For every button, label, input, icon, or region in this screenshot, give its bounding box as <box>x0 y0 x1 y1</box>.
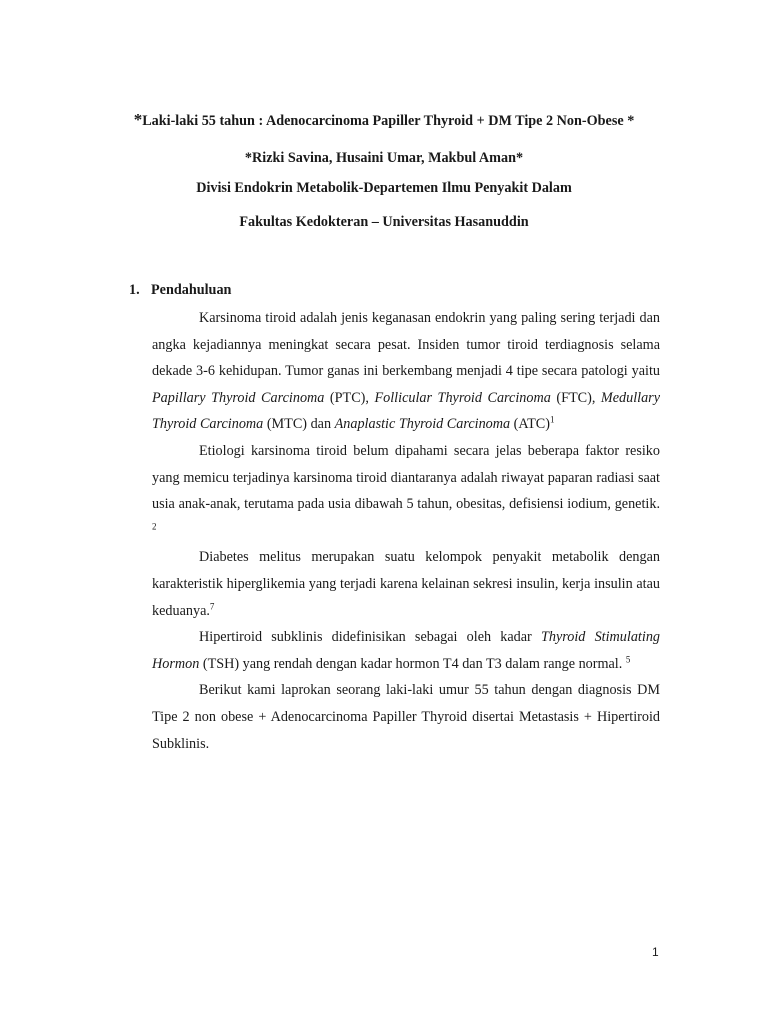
section-heading <box>129 282 231 299</box>
p1-text-d: (MTC) dan <box>263 416 335 433</box>
p1-text-c: (FTC), <box>550 389 601 406</box>
p1-text-e: (ATC) <box>510 416 550 433</box>
p2-citation: 2 <box>152 521 157 532</box>
p4-text-a: Hipertiroid subklinis didefinisikan sebagai oleh kadar <box>199 629 541 646</box>
paragraph-5 <box>152 677 660 757</box>
p1-term-mtc: Medullary Thyroid Carcinoma <box>152 389 661 433</box>
paragraph-1 <box>152 305 660 438</box>
p5-text: Berikut kami laprokan seorang laki-laki umur 55 tahun dengan diagnosis DM Tipe 2 non obese + Adenocarcinoma Papiller Thyroid disertai Metastasis + Hipertiroid Subklinis. <box>152 682 660 752</box>
p2-text: Etiologi karsinoma tiroid belum dipahami secara jelas beberapa faktor resiko yang memicu terjadinya karsinoma tiroid diantaranya adalah riwayat paparan radiasi saat usia anak-anak, terutama pada usia dibawah 5 tahun, obesitas, defisiensi iodium, genetik. <box>152 442 660 513</box>
p3-citation: 7 <box>209 600 215 611</box>
document-title <box>0 111 768 130</box>
title-text: Laki-laki 55 tahun : Adenocarcinoma Papiller Thyroid + DM Tipe 2 Non-Obese * <box>142 113 635 129</box>
page-number: 1 <box>652 945 659 959</box>
p1-term-ftc: Follicular Thyroid Carcinoma <box>374 389 551 406</box>
p1-term-ptc: Papillary Thyroid Carcinoma <box>152 389 325 406</box>
p1-text-b: (PTC), <box>324 389 375 406</box>
p3-text: Diabetes melitus merupakan suatu kelompok penyakit metabolik dengan karakteristik hiperglikemia yang terjadi karena kelainan sekresi insulin, kerja insulin atau keduanya. <box>152 549 660 619</box>
paragraph-4 <box>152 624 660 677</box>
p4-citation: 5 <box>625 653 631 664</box>
department-line: Divisi Endokrin Metabolik-Departemen Ilmu Penyakit Dalam <box>196 180 572 196</box>
author-list: *Rizki Savina, Husaini Umar, Makbul Aman* <box>244 150 524 166</box>
paragraph-2 <box>152 438 660 544</box>
section-number: 1. <box>129 282 140 298</box>
faculty-line: Fakultas Kedokteran – Universitas Hasanuddin <box>239 214 529 230</box>
p4-term-tsh: Thyroid Stimulating Hormon <box>152 629 661 672</box>
paragraph-3 <box>152 544 660 624</box>
title-star: * <box>133 110 143 129</box>
p1-citation: 1 <box>549 414 555 425</box>
body-text <box>152 305 660 757</box>
p4-text-b: (TSH) yang rendah dengan kadar hormon T4 dan T3 dalam range normal. <box>199 655 626 672</box>
p1-term-atc: Anaplastic Thyroid Carcinoma <box>334 416 511 433</box>
section-title: Pendahuluan <box>151 282 232 298</box>
p1-text-a: Karsinoma tiroid adalah jenis keganasan endokrin yang paling sering terjadi dan angka kejadiannya meningkat secara pesat. Insiden tumor tiroid terdiagnosis selama dekade 3-6 kehidupan. Tumor ganas ini berkembang menjadi 4 tipe secara patologi yaitu <box>152 310 660 380</box>
